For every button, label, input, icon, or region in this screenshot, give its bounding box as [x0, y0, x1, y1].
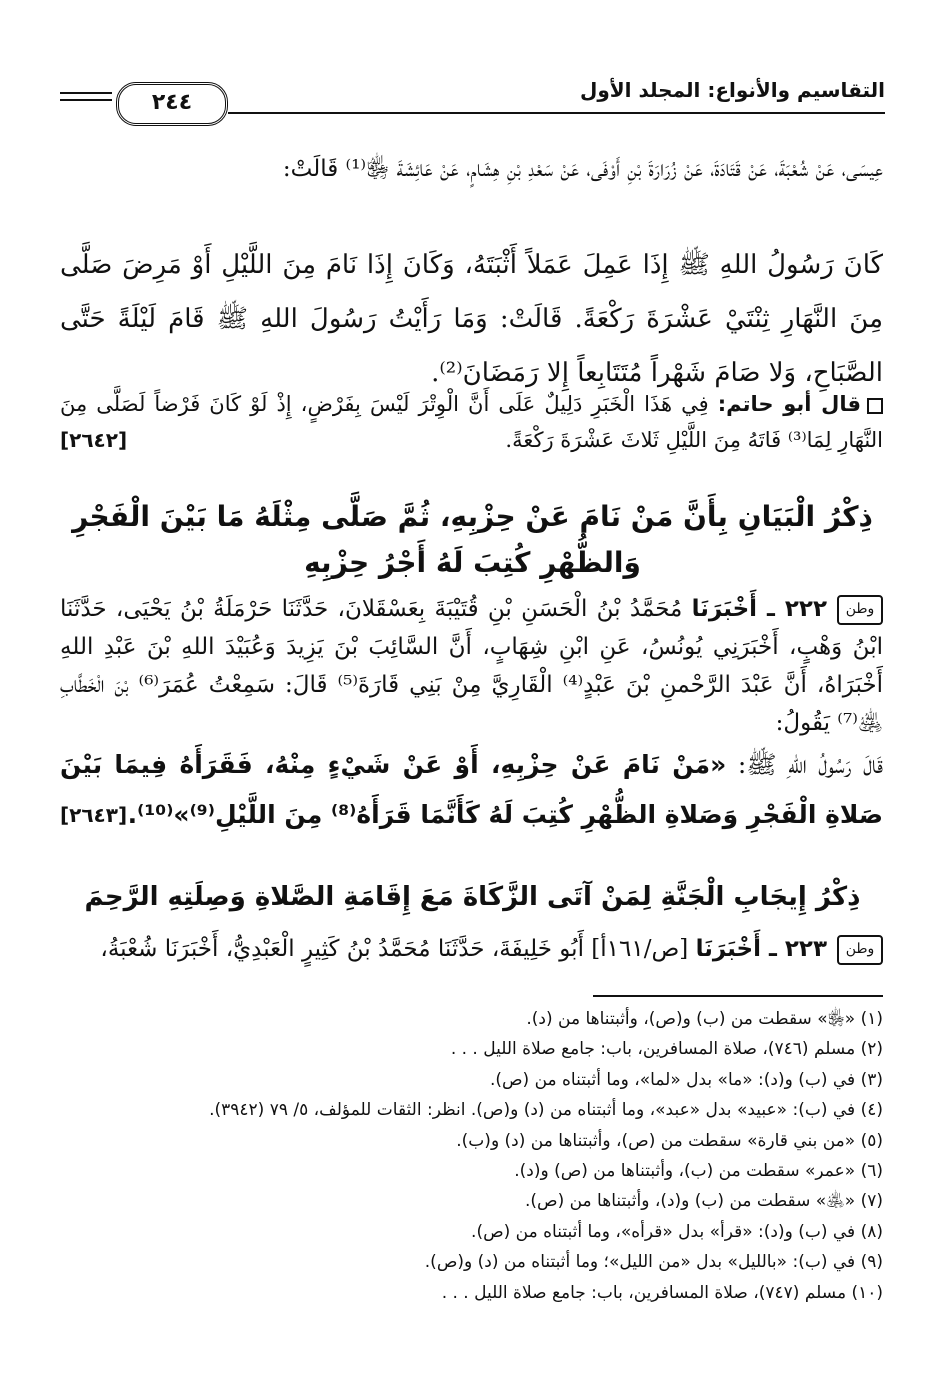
footnote: (١٠) مسلم (٧٤٧)، صلاة المسافرين، باب: جامع صلاة الليل . . .: [441, 1282, 883, 1303]
abu-hatim-text: فِي هَذَا الْخَبَرِ دَلِيلٌ عَلَى أَنَّ الْوِتْرَ لَيْسَ بِفَرْضٍ، إِذْ لَوْ كَانَ فَرْضاً لَصَلَّى مِنَ النَّهَارِ لِمَا⁽³⁾ فَاتَهُ مِنَ اللَّيْلِ ثَلاثَ عَشْرَةَ رَكْعَةً.: [60, 392, 883, 452]
square-bullet-icon: [867, 398, 883, 414]
hadith-text: كَانَ رَسُولُ اللهِ ﷺ إِذَا عَمِلَ عَمَلاً أَثْبَتَهُ، وَكَانَ إِذَا نَامَ مِنَ اللَّيْلِ أَوْ مَرِضَ صَلَّى مِنَ النَّهَارِ ثِنْتَيْ عَشْرَةَ رَكْعَةً. قَالَتْ: وَمَا رَأَيْتُ رَسُولَ اللهِ ﷺ قَامَ لَيْلَةً حَتَّى الصَّبَاحِ، وَلا صَامَ شَهْراً مُتَتَابِعاً إِلا رَمَضَانَ⁽²⁾.: [60, 250, 883, 388]
footnote: (٧) «﵁» سقطت من (ب) و(د)، وأثبتناها من (ص).: [524, 1191, 883, 1212]
isnad-continuation: عِيسَى، عَنْ شُعْبَةَ، عَنْ قَتَادَةَ، عَنْ زُرَارَةَ بْنِ أَوْفَى، عَنْ سَعْدِ بْنِ هِشَامٍ، عَنْ عَائِشَةَ ﵂⁽¹⁾ قَالَتْ:: [282, 156, 883, 182]
reference-number: [٢٦٤٣]: [60, 803, 128, 827]
footnote: (١) «﵂» سقطت من (ب) و(ص)، وأثبتناها من (د).: [526, 1009, 883, 1029]
header-rule: [228, 112, 885, 114]
hadith-number: ٢٢٢ ـ أَخْبَرَنَا: [691, 596, 827, 622]
footnote: (٤) في (ب): «عبيد» بدل «عبد»، وما أثبتناه من (د) و(ص). انظر: الثقات للمؤلف، ٥/ ٧٩ (٣٩٤٢).: [209, 1100, 883, 1121]
abu-hatim-label: قال أبو حاتم:: [717, 392, 861, 416]
footnote: (٩) في (ب): «بالليل» بدل «من الليل»؛ وما أثبتناه من (د) و(ص).: [424, 1252, 883, 1273]
header-rule: [60, 99, 112, 101]
footnotes: [60, 1004, 883, 1308]
hadith-223-isnad: [60, 930, 883, 968]
footnote: (٢) مسلم (٧٤٦)، صلاة المسافرين، باب: جامع صلاة الليل . . .: [450, 1039, 883, 1060]
hadith-marker-icon: وطن: [837, 935, 883, 965]
page-number: ٢٤٤: [116, 82, 228, 126]
chapter-heading: ذِكْرُ إِيجَابِ الْجَنَّةِ لِمَنْ آتَى الزَّكَاةَ مَعَ إِقَامَةِ الصَّلاةِ وَصِلَتِهِ الرَّحِمَ: [84, 882, 861, 912]
isnad-text: أَبُو خَلِيفَةَ، حَدَّثَنَا مُحَمَّدُ بْنُ كَثِيرٍ الْعَبْدِيُّ، أَخْبَرَنَا شُعْبَةُ،: [100, 936, 584, 962]
hadith-marker-icon: وطن: [837, 595, 883, 625]
hadith-number: ٢٢٣ ـ أَخْبَرَنَا: [695, 936, 827, 962]
footnote: (٦) «عمر» سقطت من (ب)، وأثبتناها من (ص) و(د).: [514, 1160, 883, 1181]
reference-number: [٢٦٤٢]: [60, 428, 128, 452]
chapter-heading: ذِكْرُ الْبَيَانِ بِأَنَّ مَنْ نَامَ عَنْ حِزْبِهِ، ثُمَّ صَلَّى مِثْلَهُ مَا بَيْنَ الْفَجْرِ وَالظُّهْرِ كُتِبَ لَهُ أَجْرُ حِزْبِهِ: [72, 500, 873, 579]
abu-hatim-comment: [60, 386, 883, 458]
running-title: التقاسيم والأنواع: المجلد الأول: [579, 78, 885, 102]
footnote-separator: [593, 995, 883, 997]
footnote: (٨) في (ب) و(د): «قرأ» بدل «قرأه»، وما أثبتناه من (ص).: [471, 1221, 883, 1242]
page-header: [60, 72, 885, 120]
footnote: (٥) «من بني قارة» سقطت من (ص)، وأثبتناها من (د) و(ب).: [456, 1130, 883, 1151]
manuscript-ref: [ص/١٦١أ]: [591, 936, 689, 962]
footnote: (٣) في (ب) و(د): «ما» بدل «لما»، وما أثبتناه من (ص).: [489, 1069, 883, 1090]
matn-text: «مَنْ نَامَ عَنْ حِزْبِهِ، أَوْ عَنْ شَيْءٍ مِنْهُ، فَقَرَأَهُ فِيمَا بَيْنَ صَلاةِ الْفَجْرِ وَصَلاةِ الظُّهْرِ كُتِبَ لَهُ كَأَنَّمَا قَرَأَهُ⁽⁸⁾ مِنَ اللَّيْلِ⁽⁹⁾»⁽¹⁰⁾.: [60, 750, 883, 829]
hadith-222-matn: [60, 740, 883, 840]
hadith-222-isnad: [60, 590, 883, 742]
isnad-text: مُحَمَّدُ بْنُ الْحَسَنِ بْنِ قُتَيْبَةَ بِعَسْقَلانَ، حَدَّثَنَا حَرْمَلَةُ بْنُ يَحْيَى، حَدَّثَنَا ابْنُ وَهْبٍ، أَخْبَرَنِي يُونُسُ، عَنِ ابْنِ شِهَابٍ، أَنَّ السَّائِبَ بْنَ يَزِيدَ وَعُبَيْدَ اللهِ بْنَ عَبْدِ اللهِ أَخْبَرَاهُ، أَنَّ عَبْدَ الرَّحْمنِ بْنَ عَبْدٍ⁽⁴⁾ الْقَارِيَّ مِنْ بَنِي قَارَةَ⁽⁵⁾ قَالَ: سَمِعْتُ عُمَرَ⁽⁶⁾ بْنَ الْخَطَّابِ ﵁⁽⁷⁾ يَقُولُ:: [60, 596, 883, 736]
header-rule: [60, 92, 112, 94]
matn-prefix: قَالَ رَسُولُ اللهِ ﷺ:: [737, 750, 883, 779]
